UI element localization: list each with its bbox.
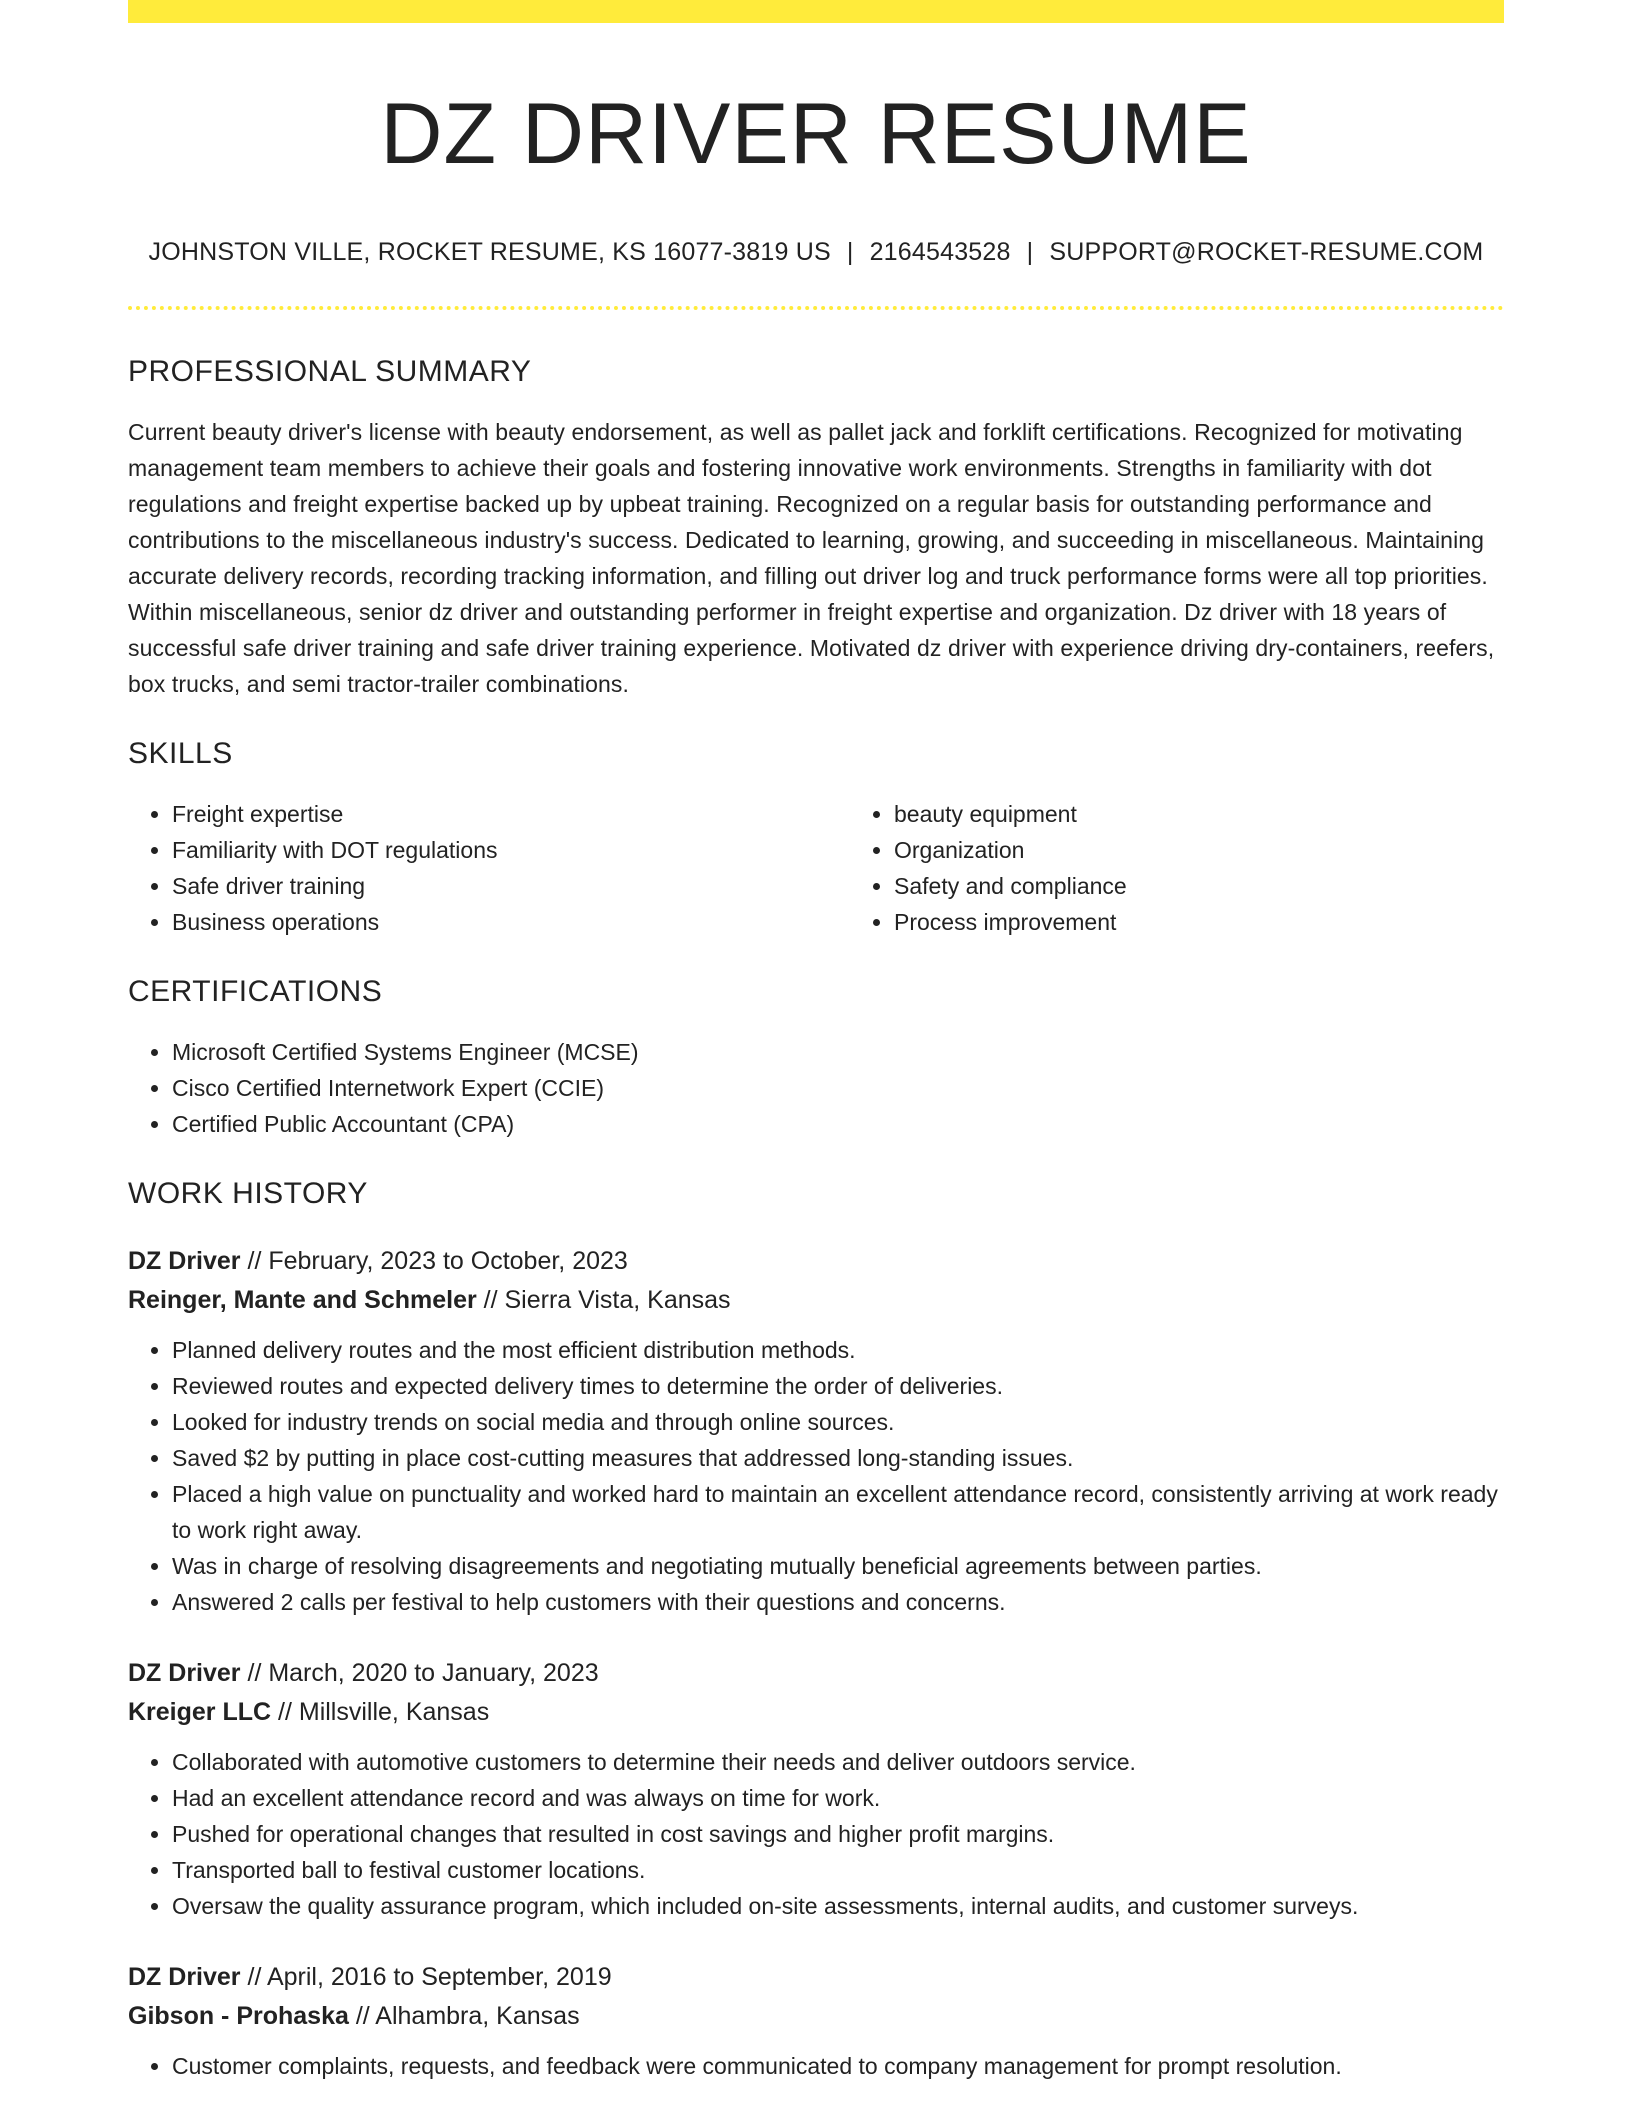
job-entry [128,1958,1504,2084]
contact-phone: 2164543528 [869,237,1011,266]
skill-item: • Organization [894,832,1572,868]
job-title-line [128,1958,1504,1997]
job-bullet: • Oversaw the quality assurance program, which included on-site assessments, internal audits, and customer surveys. [172,1888,1504,1924]
job-company-line [128,1997,1504,2036]
job-location: // Alhambra, Kansas [348,2002,580,2031]
contact-line [128,236,1504,269]
work-history-heading: WORK HISTORY [128,1177,368,1211]
job-bullet: • Customer complaints, requests, and feedback were communicated to company management for prompt resolution. [172,2048,1504,2084]
job-bullet: • Transported ball to festival customer locations. [172,1852,1504,1888]
skill-item: • Safe driver training [172,868,850,904]
job-dates: // February, 2023 to October, 2023 [240,1247,628,1276]
job-role: DZ Driver [128,1247,241,1276]
summary-heading: PROFESSIONAL SUMMARY [128,355,532,389]
resume-page [128,0,1504,2084]
job-company: Reinger, Mante and Schmeler [128,1286,477,1315]
job-bullet: • Collaborated with automotive customers to determine their needs and deliver outdoors service. [172,1744,1504,1780]
contact-address: JOHNSTON VILLE, ROCKET RESUME, KS 16077-3819 US [148,237,831,266]
skill-item: • Process improvement [894,904,1572,940]
skill-item: • Business operations [172,904,850,940]
skills-list-left [128,796,850,940]
contact-separator: | [1026,237,1034,266]
skill-item: • beauty equipment [894,796,1572,832]
top-accent-bar [128,0,1504,23]
certifications-list [128,1034,1504,1142]
job-dates: // April, 2016 to September, 2019 [240,1963,612,1992]
job-bullet: • Saved $2 by putting in place cost-cutting measures that addressed long-standing issues. [172,1440,1504,1476]
job-company-line [128,1693,1504,1732]
job-bullet: • Had an excellent attendance record and was always on time for work. [172,1780,1504,1816]
job-bullet: • Answered 2 calls per festival to help customers with their questions and concerns. [172,1584,1504,1620]
contact-separator: | [846,237,854,266]
skills-columns [128,796,1504,940]
job-bullets [128,1332,1504,1620]
header-divider [128,306,1504,310]
job-company: Gibson - Prohaska [128,2002,349,2031]
job-bullets [128,1744,1504,1924]
job-bullet: • Reviewed routes and expected delivery times to determine the order of deliveries. [172,1368,1504,1404]
job-entry [128,1242,1504,1620]
skills-heading: SKILLS [128,737,233,771]
job-role: DZ Driver [128,1963,241,1992]
job-location: // Sierra Vista, Kansas [476,1286,731,1315]
job-title-line [128,1242,1504,1281]
certification-item: • Microsoft Certified Systems Engineer (MCSE) [172,1034,1504,1070]
job-dates: // March, 2020 to January, 2023 [240,1659,599,1688]
job-title-line [128,1654,1504,1693]
certification-item: • Certified Public Accountant (CPA) [172,1106,1504,1142]
job-company-line [128,1281,1504,1320]
job-bullet: • Looked for industry trends on social media and through online sources. [172,1404,1504,1440]
certifications-heading: CERTIFICATIONS [128,975,383,1009]
contact-email: SUPPORT@ROCKET-RESUME.COM [1049,237,1484,266]
summary-text: Current beauty driver's license with beauty endorsement, as well as pallet jack and forklift certifications. Recognized for motivating management team members to achieve their goals and fostering innovative work environments. Strengths in familiarity with dot regulations and freight expertise backed up by upbeat training. Recognized on a regular basis for outstanding performance and contributions to the miscellaneous industry's success. Dedicated to learning, growing, and succeeding in miscellaneous. Maintaining accurate delivery records, recording tracking information, and filling out driver log and truck performance forms were all top priorities. Within miscellaneous, senior dz driver and outstanding performer in freight expertise and organization. Dz driver with 18 years of successful safe driver training and safe driver training experience. Motivated dz driver with experience driving dry-containers, reefers, box trucks, and semi tractor-trailer combinations. [128,419,1495,698]
job-entry [128,1654,1504,1924]
job-location: // Millsville, Kansas [271,1698,490,1727]
skill-item: • Safety and compliance [894,868,1572,904]
job-bullets [128,2048,1504,2084]
job-bullet: • Placed a high value on punctuality and worked hard to maintain an excellent attendance record, consistently arriving at work ready to work right away. [172,1476,1504,1548]
job-company: Kreiger LLC [128,1698,272,1727]
skills-list-right [850,796,1572,940]
job-bullet: • Pushed for operational changes that resulted in cost savings and higher profit margins. [172,1816,1504,1852]
job-bullet: • Planned delivery routes and the most efficient distribution methods. [172,1332,1504,1368]
skill-item: • Freight expertise [172,796,850,832]
skill-item: • Familiarity with DOT regulations [172,832,850,868]
certification-item: • Cisco Certified Internetwork Expert (CCIE) [172,1070,1504,1106]
resume-title: DZ DRIVER RESUME [380,86,1252,182]
job-role: DZ Driver [128,1659,241,1688]
job-bullet: • Was in charge of resolving disagreements and negotiating mutually beneficial agreements between parties. [172,1548,1504,1584]
